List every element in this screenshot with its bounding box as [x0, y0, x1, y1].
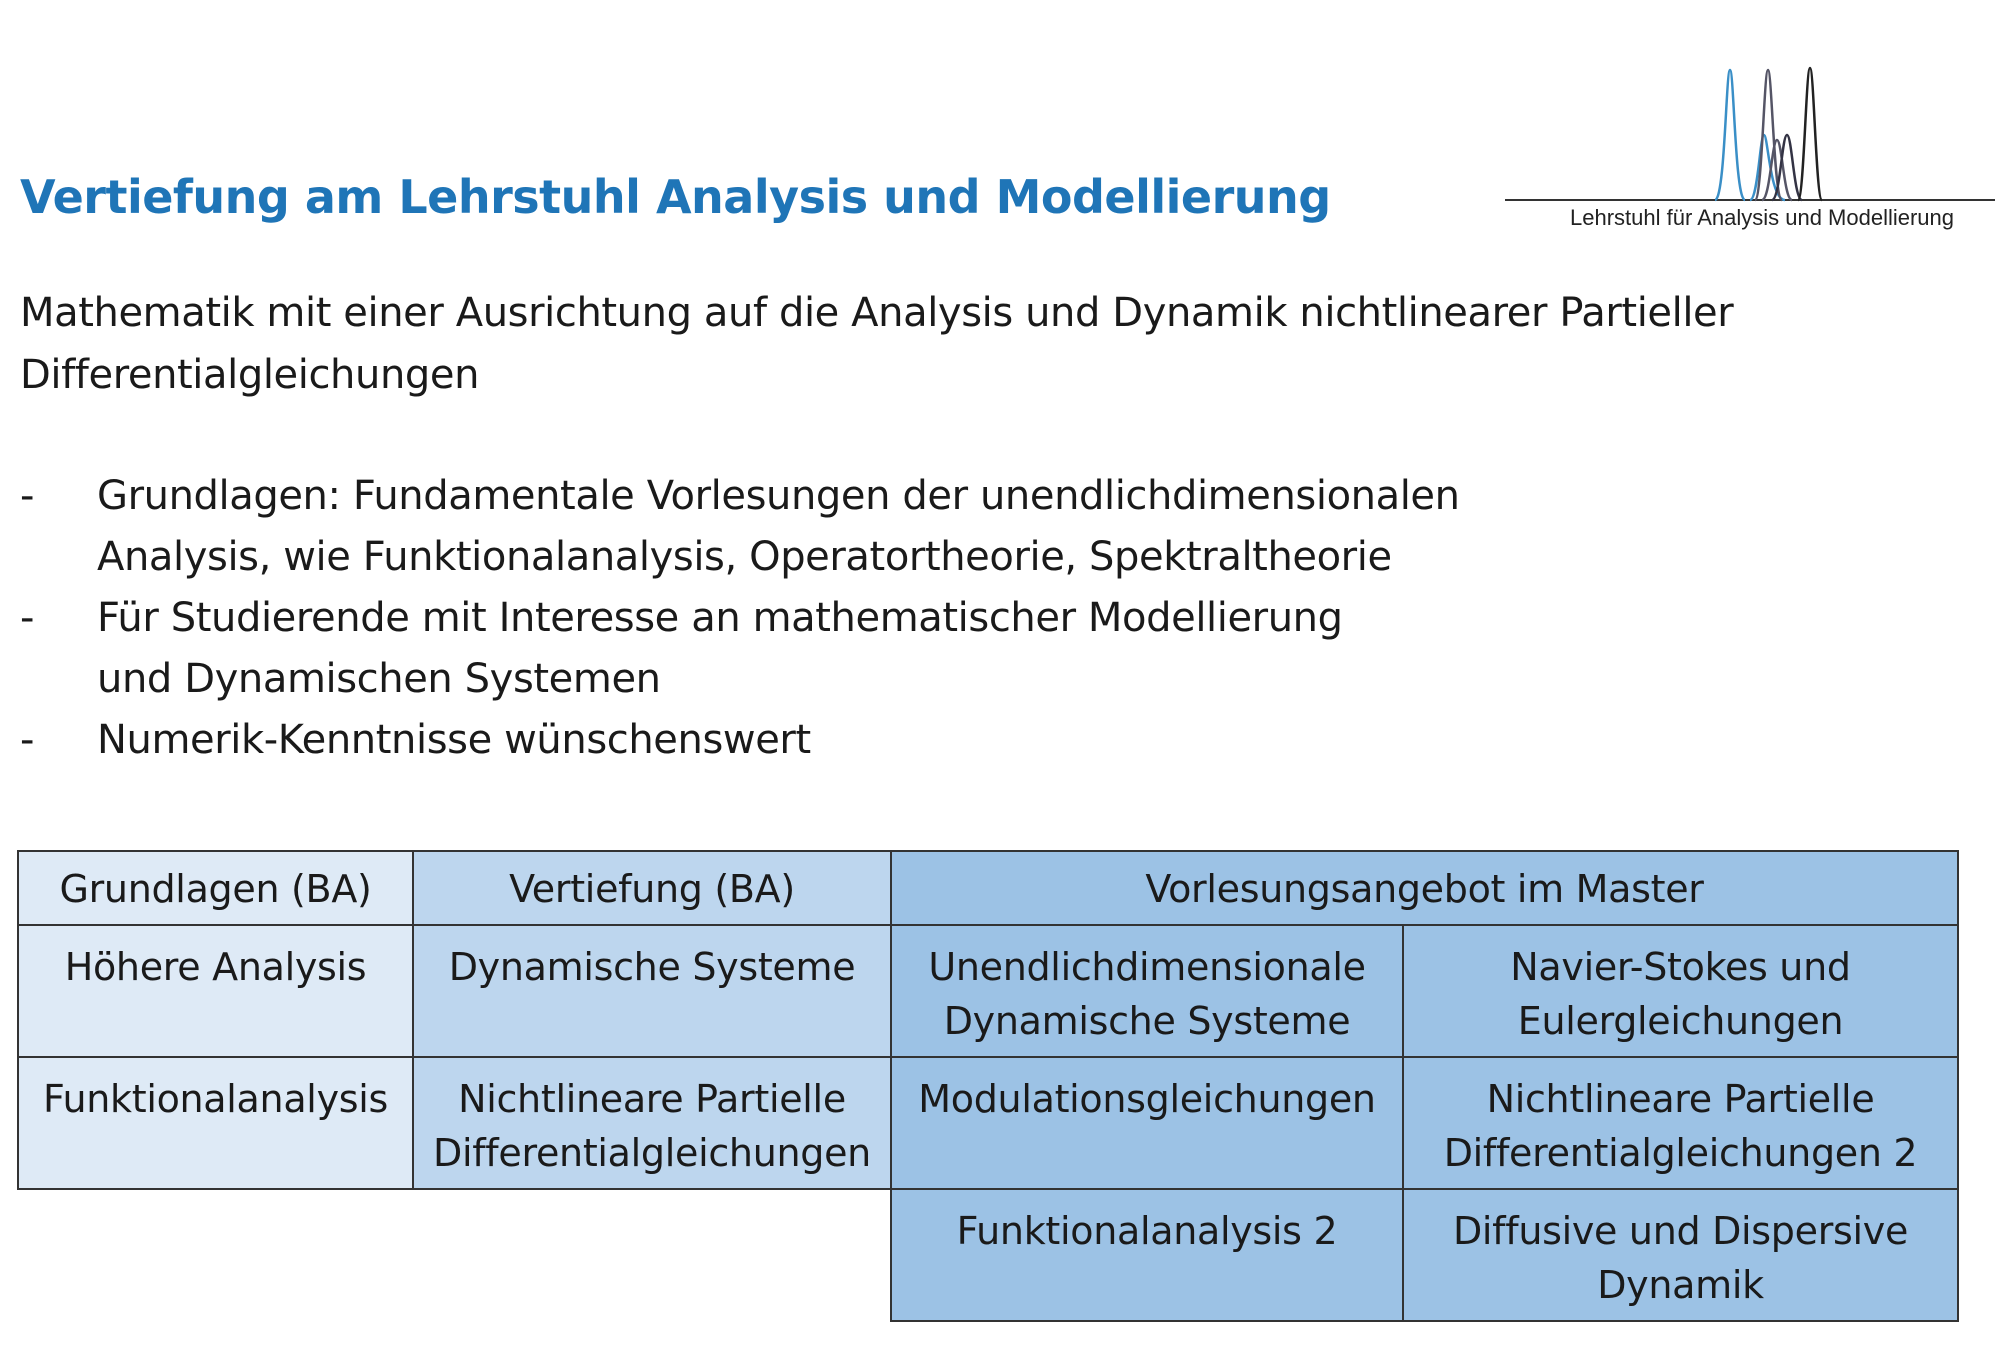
logo-caption: Lehrstuhl für Analysis und Modellierung — [1570, 205, 1955, 230]
bullet-marker: - — [20, 473, 35, 519]
table-cell: Nichtlineare Partielle Differentialgleichungen 2 — [1403, 1057, 1958, 1189]
table-header-row — [18, 851, 1958, 925]
empty-cell — [18, 1189, 413, 1321]
table-row — [18, 1189, 1958, 1321]
table-cell: Dynamische Systeme — [413, 925, 891, 1057]
table-row — [18, 925, 1958, 1057]
table-cell: Höhere Analysis — [18, 925, 413, 1057]
bullet-text: Für Studierende mit Interesse an mathematischer Modellierung — [97, 595, 1343, 641]
page-title: Vertiefung am Lehrstuhl Analysis und Modellierung — [20, 170, 1331, 224]
header-grundlagen: Grundlagen (BA) — [18, 851, 413, 925]
peaks-logo-icon — [1500, 60, 2000, 210]
bullet-list — [20, 466, 1920, 771]
bullet-marker: - — [20, 595, 35, 641]
list-item — [20, 466, 1920, 588]
intro-text: Mathematik mit einer Ausrichtung auf die Analysis und Dynamik nichtlinearer Partieller Differentialgleichungen — [20, 290, 1734, 398]
table-cell: Modulationsgleichungen — [891, 1057, 1403, 1189]
chair-logo — [1500, 60, 2000, 240]
bullet-marker: - — [20, 717, 35, 763]
course-table — [17, 850, 1959, 1322]
header-vertiefung: Vertiefung (BA) — [413, 851, 891, 925]
table-cell: Diffusive und Dispersive Dynamik — [1403, 1189, 1958, 1321]
table-cell: Unendlichdimensionale Dynamische Systeme — [891, 925, 1403, 1057]
table-cell: Funktionalanalysis 2 — [891, 1189, 1403, 1321]
table-cell: Navier-Stokes und Eulergleichungen — [1403, 925, 1958, 1057]
table-row — [18, 1057, 1958, 1189]
list-item — [20, 588, 1920, 710]
table-cell: Nichtlineare Partielle Differentialgleichungen — [413, 1057, 891, 1189]
list-item — [20, 710, 1920, 771]
empty-cell — [413, 1189, 891, 1321]
table-cell: Funktionalanalysis — [18, 1057, 413, 1189]
bullet-text: Grundlagen: Fundamentale Vorlesungen der unendlichdimensionalen — [97, 473, 1460, 519]
header-master: Vorlesungsangebot im Master — [891, 851, 1958, 925]
bullet-text: Numerik-Kenntnisse wünschenswert — [97, 717, 811, 763]
bullet-text: Analysis, wie Funktionalanalysis, Operatortheorie, Spektraltheorie — [97, 534, 1392, 580]
bullet-text: und Dynamischen Systemen — [97, 656, 661, 702]
